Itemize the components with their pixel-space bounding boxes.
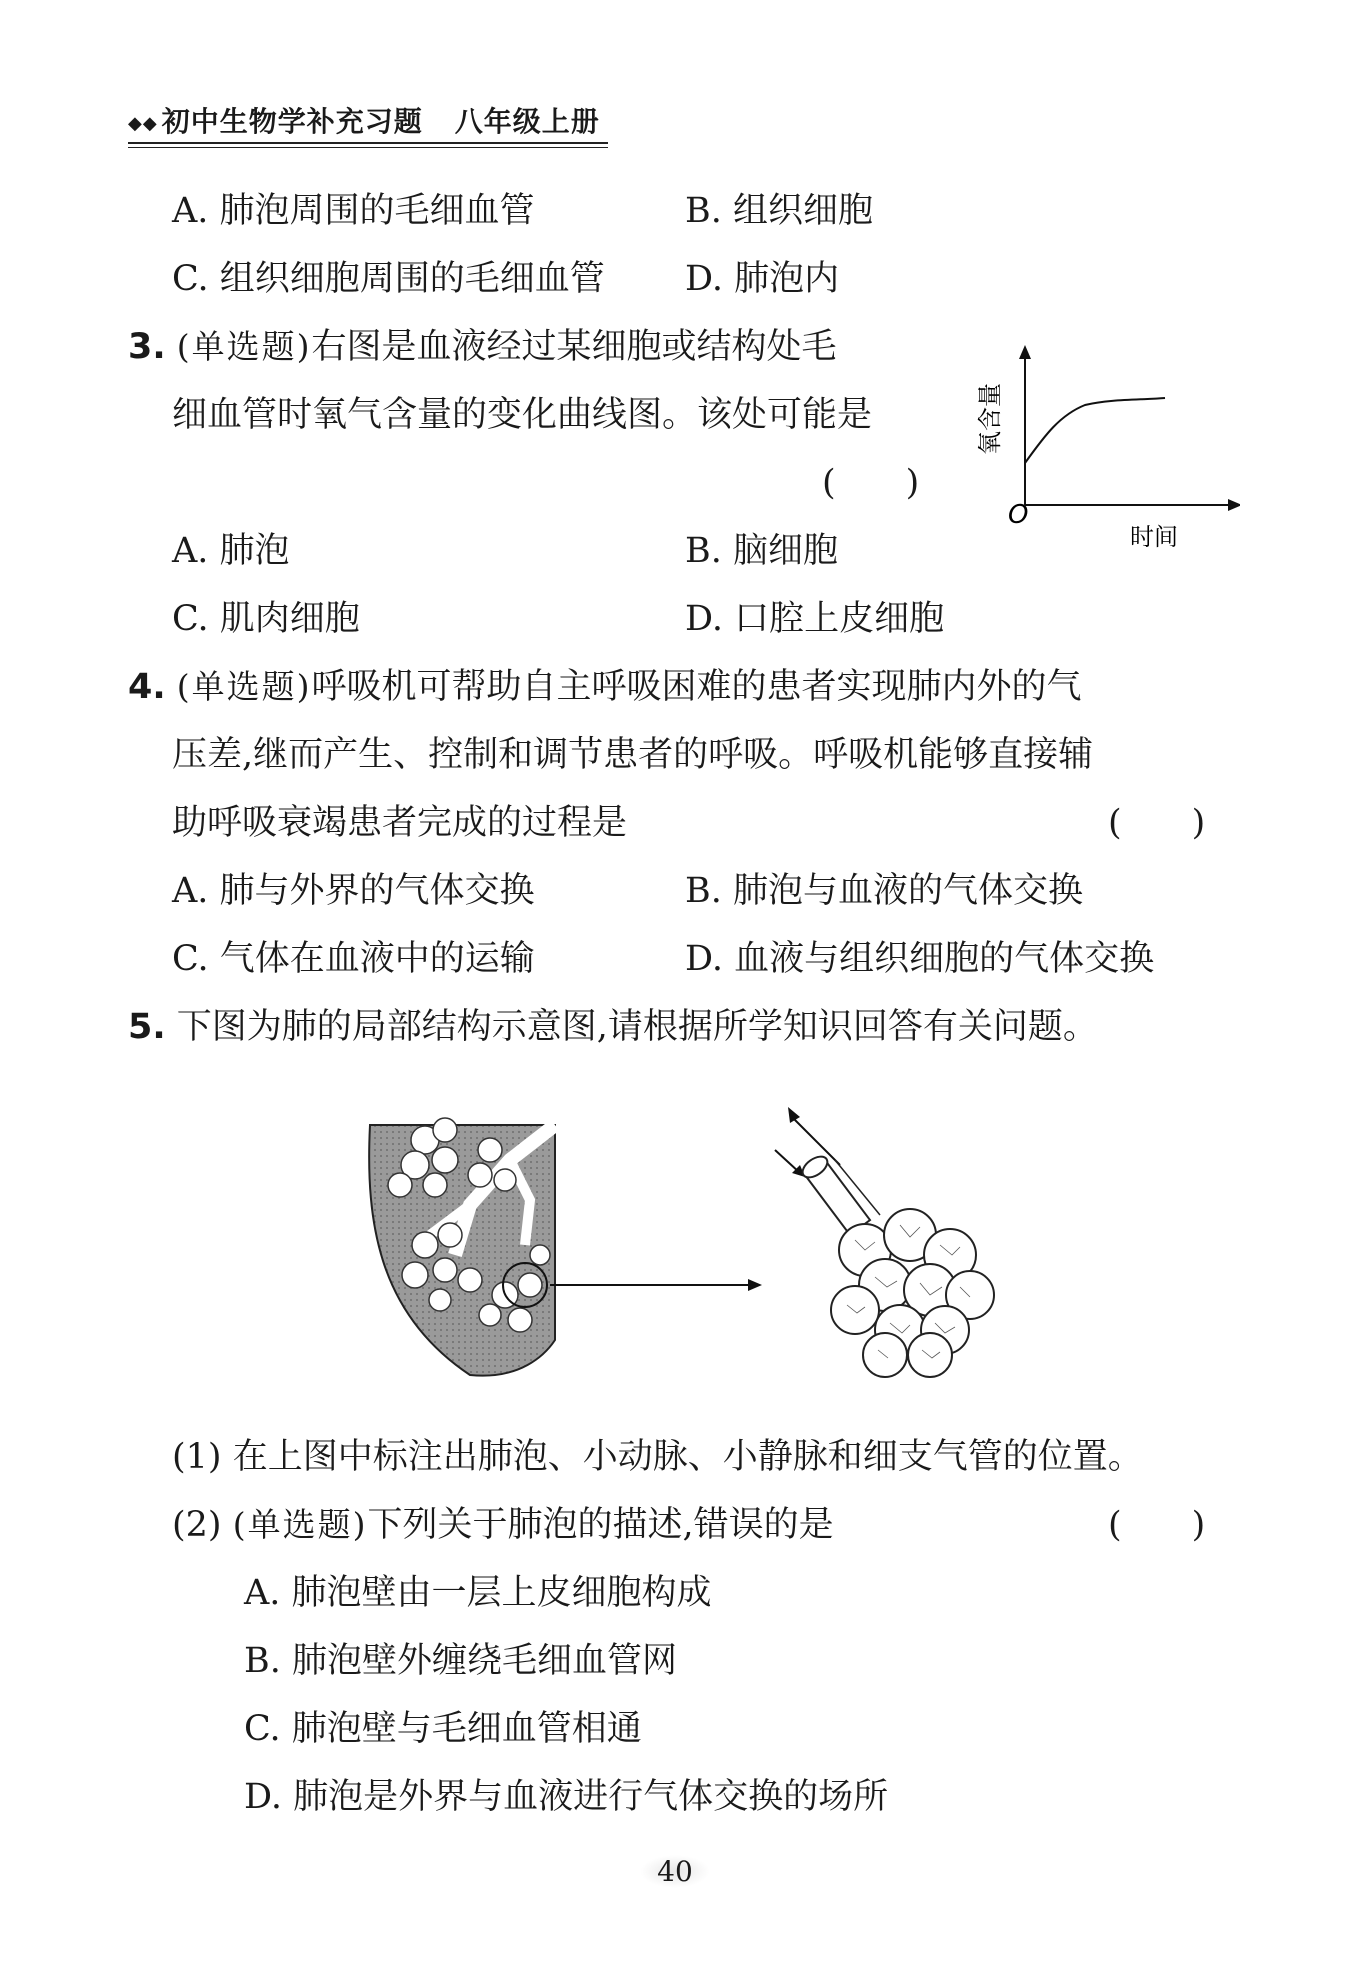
y-axis-arrow-icon: [1019, 345, 1031, 359]
magnified-alveoli-drawing: [775, 1107, 994, 1377]
q5-sub2: [172, 1504, 834, 1546]
q5-option-d: D. 肺泡是外界与血液进行气体交换的场所: [244, 1777, 889, 1817]
q4-line3: 助呼吸衰竭患者完成的过程是: [172, 803, 628, 843]
grade-label: 八年级上册: [454, 105, 600, 138]
graph-x-label: 时间: [1130, 523, 1178, 551]
q5-option-b: B. 肺泡壁外缠绕毛细血管网: [244, 1641, 677, 1681]
oxygen-curve-graph: [960, 345, 1240, 555]
q5-sub2-text: 下列关于肺泡的描述,错误的是: [367, 1505, 834, 1545]
q3-line1: [128, 326, 837, 368]
header-rule: [128, 142, 608, 148]
q4-text-1: 呼吸机可帮助自主呼吸困难的患者实现肺内外的气: [311, 667, 1082, 707]
q5-option-a: A. 肺泡壁由一层上皮细胞构成: [244, 1573, 712, 1613]
q3-option-d: D. 口腔上皮细胞: [685, 599, 945, 639]
lung-section-drawing: [369, 1118, 555, 1376]
diamond-icon: ◆◆: [128, 113, 158, 134]
q3-tag: (单选题): [176, 327, 312, 366]
q5-sub2-answer-paren: ( ): [1108, 1505, 1206, 1545]
q5-option-c: C. 肺泡壁与毛细血管相通: [244, 1709, 642, 1749]
pointer-arrow-head-icon: [748, 1279, 762, 1291]
q4-option-a: A. 肺与外界的气体交换: [172, 871, 535, 911]
lung-structure-diagram: [360, 1105, 1000, 1385]
q4-number: 4.: [128, 667, 166, 707]
q3-option-c: C. 肌肉细胞: [172, 599, 360, 639]
graph-y-label: 氧含量: [976, 383, 1004, 455]
q4-answer-paren: ( ): [1108, 803, 1206, 843]
q5-sub2-tag: (单选题): [232, 1505, 368, 1544]
graph-origin: O: [1008, 500, 1029, 530]
q5-line1: [128, 1006, 1098, 1048]
q4-tag: (单选题): [176, 667, 312, 706]
q5-number: 5.: [128, 1007, 166, 1047]
q3-option-a: A. 肺泡: [172, 531, 290, 571]
q3-answer-paren: ( ): [822, 463, 920, 503]
page-header: [128, 100, 600, 140]
q4-option-b: B. 肺泡与血液的气体交换: [685, 871, 1083, 911]
q5-sub2-prefix: (2): [172, 1505, 222, 1545]
q3-line2: 细血管时氧气含量的变化曲线图。该处可能是: [172, 395, 873, 435]
q2-option-b: B. 组织细胞: [685, 191, 873, 231]
q3-text-1: 右图是血液经过某细胞或结构处毛: [311, 327, 837, 367]
q2-option-c: C. 组织细胞周围的毛细血管: [172, 259, 605, 299]
series-title: 初中生物学补充习题: [161, 105, 423, 138]
oxygen-curve: [1025, 398, 1165, 463]
q4-option-c: C. 气体在血液中的运输: [172, 939, 535, 979]
q2-option-a: A. 肺泡周围的毛细血管: [172, 191, 535, 231]
x-axis-arrow-icon: [1228, 499, 1240, 511]
q4-line2: 压差,继而产生、控制和调节患者的呼吸。呼吸机能够直接辅: [172, 735, 1094, 775]
q3-option-b: B. 脑细胞: [685, 531, 838, 571]
q2-option-d: D. 肺泡内: [685, 259, 840, 299]
page-number: 40: [640, 1855, 710, 1888]
q5-text: 下图为肺的局部结构示意图,请根据所学知识回答有关问题。: [176, 1007, 1098, 1047]
q4-line1: [128, 666, 1082, 708]
q5-sub1: (1) 在上图中标注出肺泡、小动脉、小静脉和细支气管的位置。: [172, 1437, 1143, 1477]
q4-option-d: D. 血液与组织细胞的气体交换: [685, 939, 1155, 979]
q3-number: 3.: [128, 327, 166, 367]
